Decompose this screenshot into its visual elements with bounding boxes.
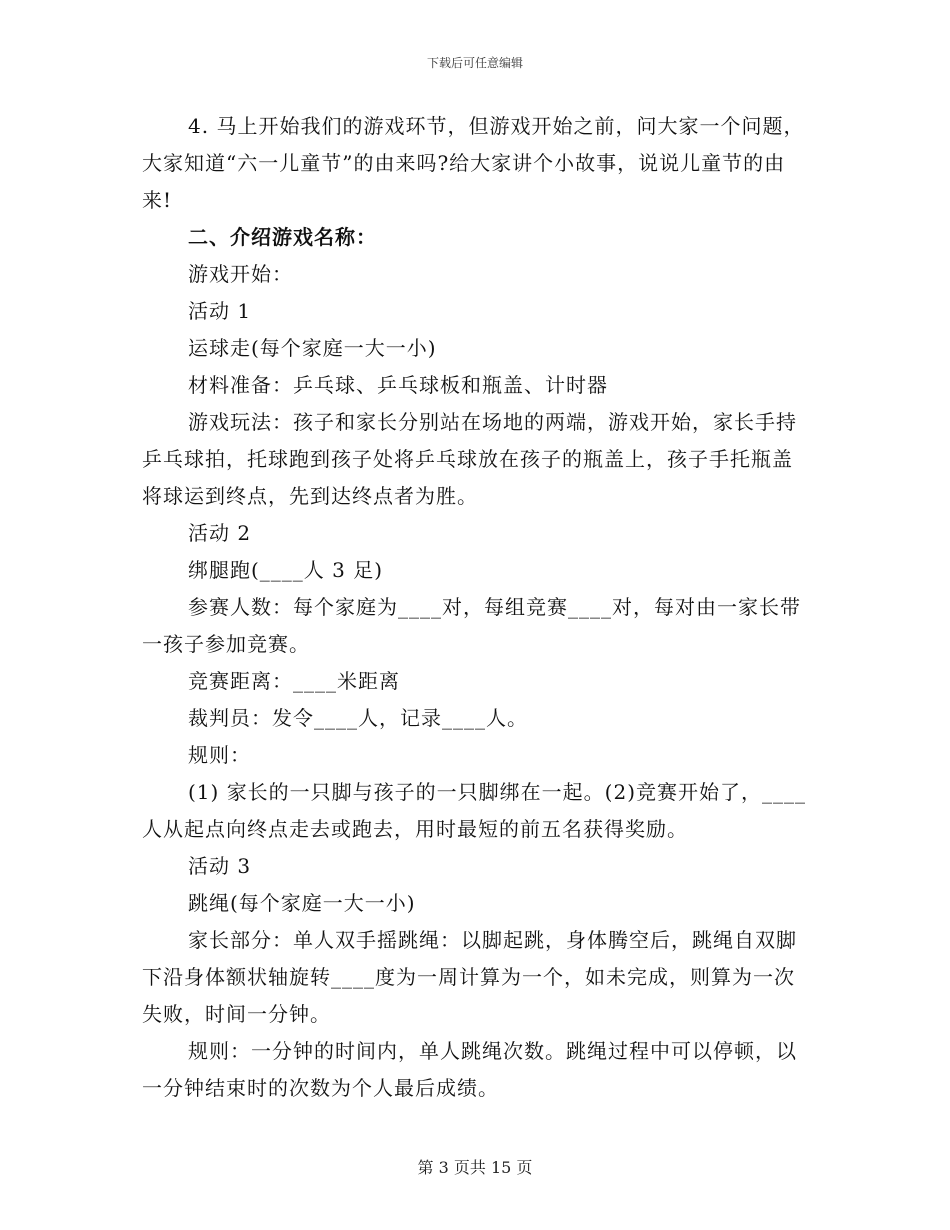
activity-3-parent-part: 家长部分：单人双手摇跳绳：以脚起跳，身体腾空后，跳绳自双脚下沿身体额状轴旋转____度为一周计算为一个，如未完成，则算为一次失败，时间一分钟。 [142, 928, 797, 1026]
activity-3-title: 活动 3 [188, 854, 252, 878]
activity-1-materials: 材料准备：乒乓球、乒乓球板和瓶盖、计时器 [188, 373, 608, 397]
activity-2-rules-label: 规则： [188, 743, 251, 767]
page-footer: 第 3 页共 15 页 [417, 1158, 533, 1177]
paragraph-intro-question: 4. 马上开始我们的游戏环节，但游戏开始之前，问大家一个问题，大家知道“六一儿童节”的由来吗?给大家讲个小故事，说说儿童节的由来! [142, 114, 805, 212]
activity-1-title: 活动 1 [188, 299, 252, 323]
activity-1-name: 运球走(每个家庭一大一小) [188, 336, 437, 360]
document-body [142, 108, 812, 1107]
activity-3-name: 跳绳(每个家庭一大一小) [188, 891, 416, 915]
activity-2-name: 绑腿跑(____人 3 足) [188, 558, 384, 582]
paragraph-game-start: 游戏开始： [188, 262, 293, 286]
page-header: 下载后可任意编辑 [426, 56, 523, 70]
activity-1-rules: 游戏玩法：孩子和家长分别站在场地的两端，游戏开始，家长手持乒乓球拍，托球跑到孩子处将乒乓球放在孩子的瓶盖上，孩子手托瓶盖将球运到终点，先到达终点者为胜。 [142, 410, 797, 508]
section-heading-game-names: 二、介绍游戏名称： [188, 225, 377, 249]
activity-2-referees: 裁判员：发令____人，记录____人。 [188, 706, 528, 730]
activity-2-participants: 参赛人数：每个家庭为____对，每组竞赛____对，每对由一家长带一孩子参加竞赛。 [142, 595, 801, 656]
activity-2-title: 活动 2 [188, 521, 252, 545]
activity-3-rules: 规则：一分钟的时间内，单人跳绳次数。跳绳过程中可以停顿，以一分钟结束时的次数为个人最后成绩。 [142, 1039, 797, 1100]
activity-2-distance: 竞赛距离：____米距离 [188, 669, 400, 693]
activity-2-rules: (1) 家长的一只脚与孩子的一只脚绑在一起。(2)竞赛开始了，____人从起点向终点走去或跑去，用时最短的前五名获得奖励。 [142, 780, 807, 841]
